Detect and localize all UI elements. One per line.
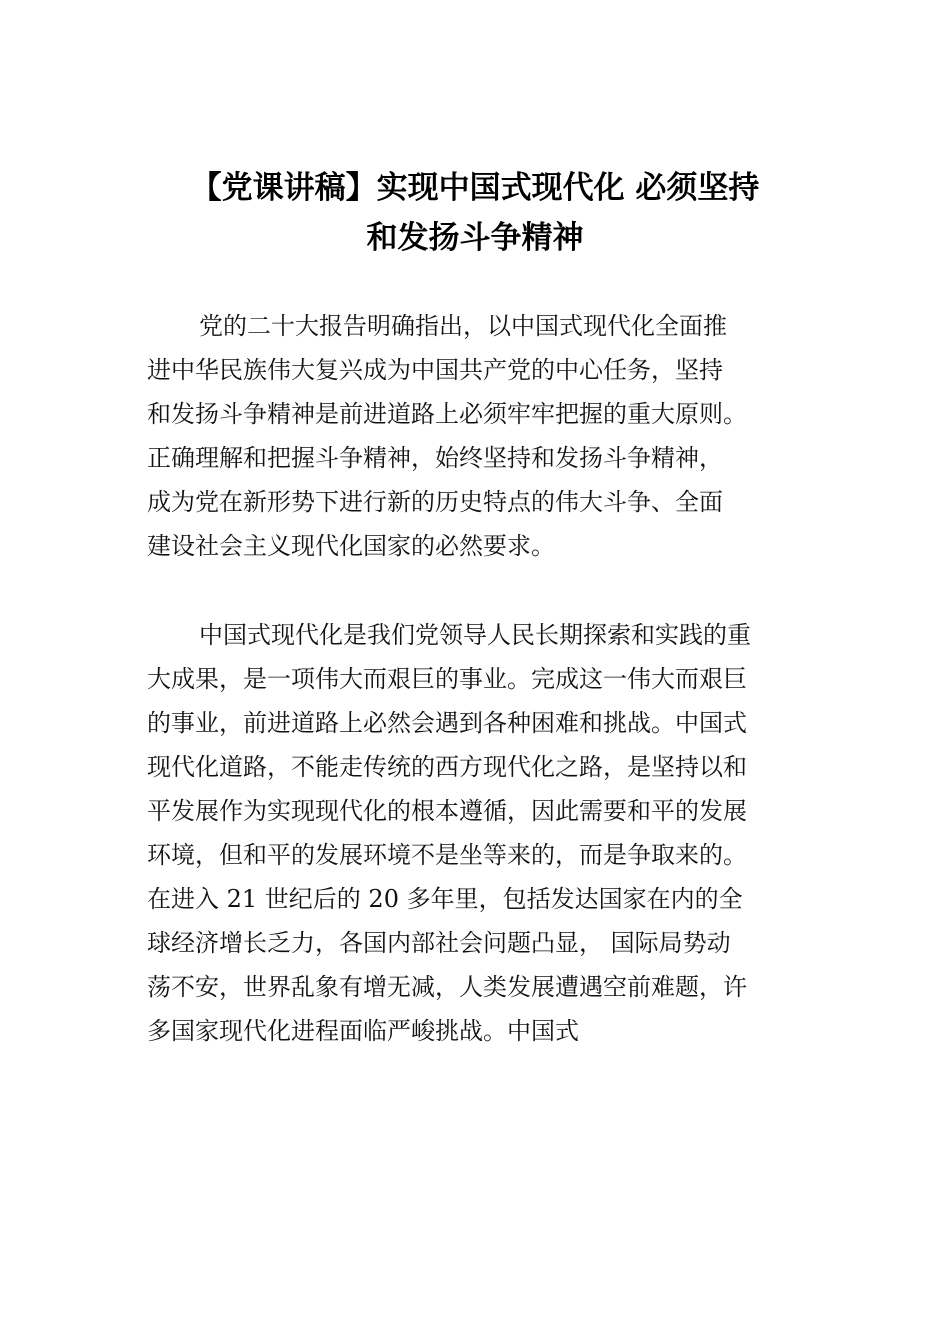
text-line: 平发展作为实现现代化的根本遵循，因此需要和平的发展: [147, 797, 747, 825]
title-line-1: 【党课讲稿】实现中国式现代化 必须坚持: [190, 170, 760, 206]
body-paragraph-2: [147, 613, 751, 1053]
text-line: 大成果，是一项伟大而艰巨的事业。完成这一伟大而艰巨: [147, 665, 747, 693]
text-line: 中国式现代化是我们党领导人民长期探索和实践的重: [199, 621, 751, 649]
text-line: 党的二十大报告明确指出，以中国式现代化全面推: [199, 312, 727, 340]
text-line: 球经济增长乏力，各国内部社会问题凸显， 国际局势动: [147, 929, 731, 957]
title-line-2: 和发扬斗争精神: [366, 220, 584, 256]
document-title: [120, 163, 830, 263]
text-line: 成为党在新形势下进行新的历史特点的伟大斗争、全面: [147, 488, 723, 516]
text-line: 环境，但和平的发展环境不是坐等来的，而是争取来的。: [147, 841, 747, 869]
text-line: 建设社会主义现代化国家的必然要求。: [147, 532, 555, 560]
text-line: 进中华民族伟大复兴成为中国共产党的中心任务，坚持: [147, 356, 723, 384]
text-line: 和发扬斗争精神是前进道路上必须牢牢把握的重大原则。: [147, 400, 747, 428]
text-line: 正确理解和把握斗争精神，始终坚持和发扬斗争精神，: [147, 444, 723, 472]
text-line: 多国家现代化进程面临严峻挑战。中国式: [147, 1017, 579, 1045]
text-line: 现代化道路，不能走传统的西方现代化之路，是坚持以和: [147, 753, 747, 781]
text-line: 的事业，前进道路上必然会遇到各种困难和挑战。中国式: [147, 709, 747, 737]
text-line: 荡不安，世界乱象有增无减，人类发展遭遇空前难题，许: [147, 973, 747, 1001]
text-line: 在进入 21 世纪后的 20 多年里，包括发达国家在内的全: [147, 885, 743, 913]
body-paragraph-1: [147, 304, 747, 568]
